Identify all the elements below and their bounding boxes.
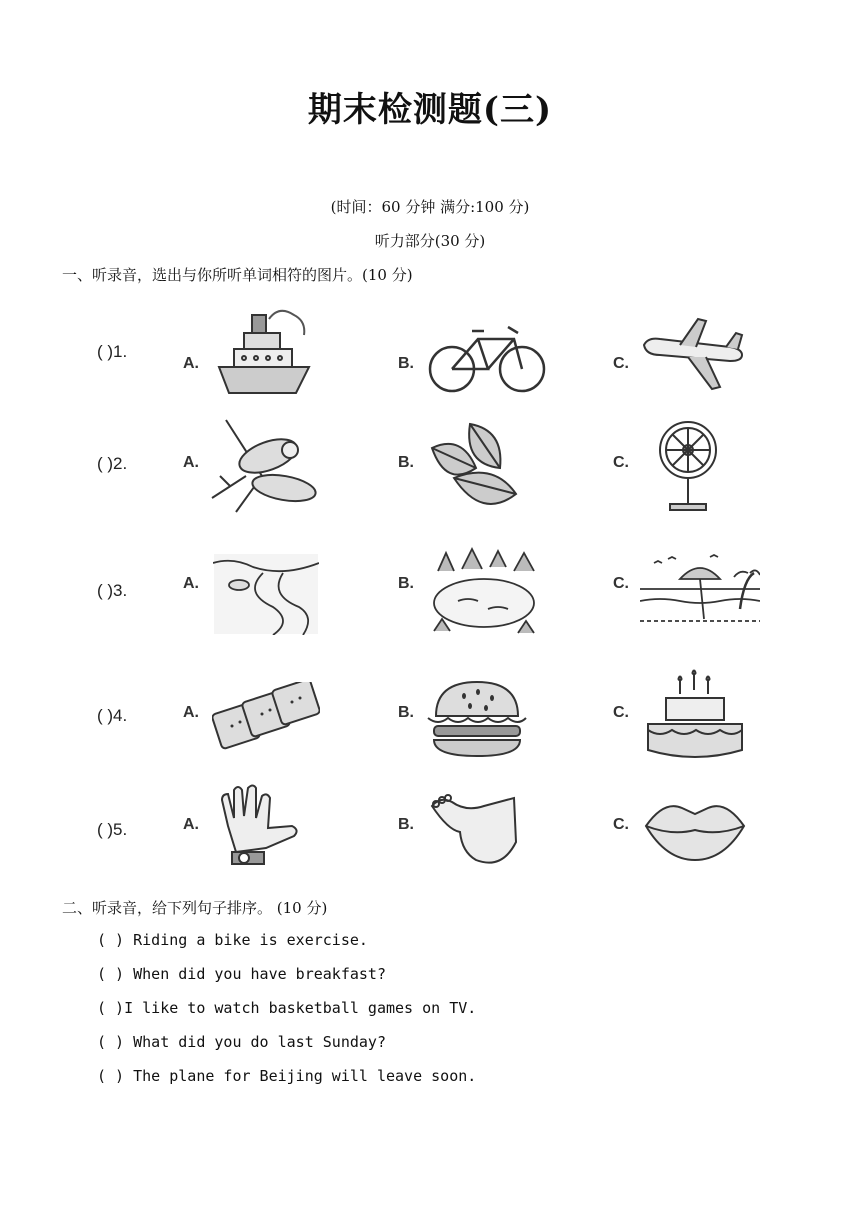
option-b-label: B. <box>398 575 414 592</box>
hand-icon <box>214 782 302 874</box>
option-c-label: C. <box>613 355 629 372</box>
beach-icon <box>640 549 760 635</box>
option-a-label: A. <box>183 454 199 471</box>
option-b-label: B. <box>398 454 414 471</box>
ship-icon <box>214 305 314 397</box>
lake-icon <box>428 545 540 639</box>
option-c-label: C. <box>613 575 629 592</box>
answer-blank[interactable]: ( )3. <box>97 581 128 600</box>
option-a-label: A. <box>183 816 199 833</box>
biscuits-icon <box>212 682 320 752</box>
page-title: 期末检测题(三) <box>307 90 553 130</box>
option-c-label: C. <box>613 704 629 721</box>
lips-icon <box>644 798 746 862</box>
option-c-label: C. <box>613 454 629 471</box>
answer-blank[interactable]: ( )4. <box>97 706 128 725</box>
hamburger-icon <box>424 680 530 760</box>
sentence-item: ( )I like to watch basketball games on TV. <box>97 999 477 1017</box>
option-b-label: B. <box>398 816 414 833</box>
leaves-icon <box>424 418 524 512</box>
sentence-item: ( ) Riding a bike is exercise. <box>97 931 368 949</box>
bicycle-icon <box>426 319 548 395</box>
fan-icon <box>656 418 720 514</box>
option-b-label: B. <box>398 704 414 721</box>
sentence-item: ( ) What did you do last Sunday? <box>97 1033 386 1051</box>
sentence-item: ( ) The plane for Beijing will leave soon. <box>97 1067 477 1085</box>
option-b-label: B. <box>398 355 414 372</box>
option-a-label: A. <box>183 704 199 721</box>
river-icon <box>213 553 319 635</box>
listening-header: 听力部分(30 分) <box>374 232 486 250</box>
kite-icon <box>206 416 322 516</box>
option-a-label: A. <box>183 355 199 372</box>
answer-blank[interactable]: ( )2. <box>97 454 128 473</box>
foot-icon <box>428 794 520 870</box>
answer-blank[interactable]: ( )1. <box>97 342 128 361</box>
section1-heading: 一、听录音，选出与你所听单词相符的图片。(10 分) <box>62 266 413 284</box>
option-c-label: C. <box>613 816 629 833</box>
sentence-item: ( ) When did you have breakfast? <box>97 965 386 983</box>
airplane-icon <box>640 315 744 395</box>
exam-meta: (时间：60 分钟 满分:100 分) <box>330 198 530 216</box>
section2-heading: 二、听录音，给下列句子排序。 (10 分) <box>62 899 328 917</box>
option-a-label: A. <box>183 575 199 592</box>
answer-blank[interactable]: ( )5. <box>97 820 128 839</box>
cake-icon <box>644 668 746 760</box>
